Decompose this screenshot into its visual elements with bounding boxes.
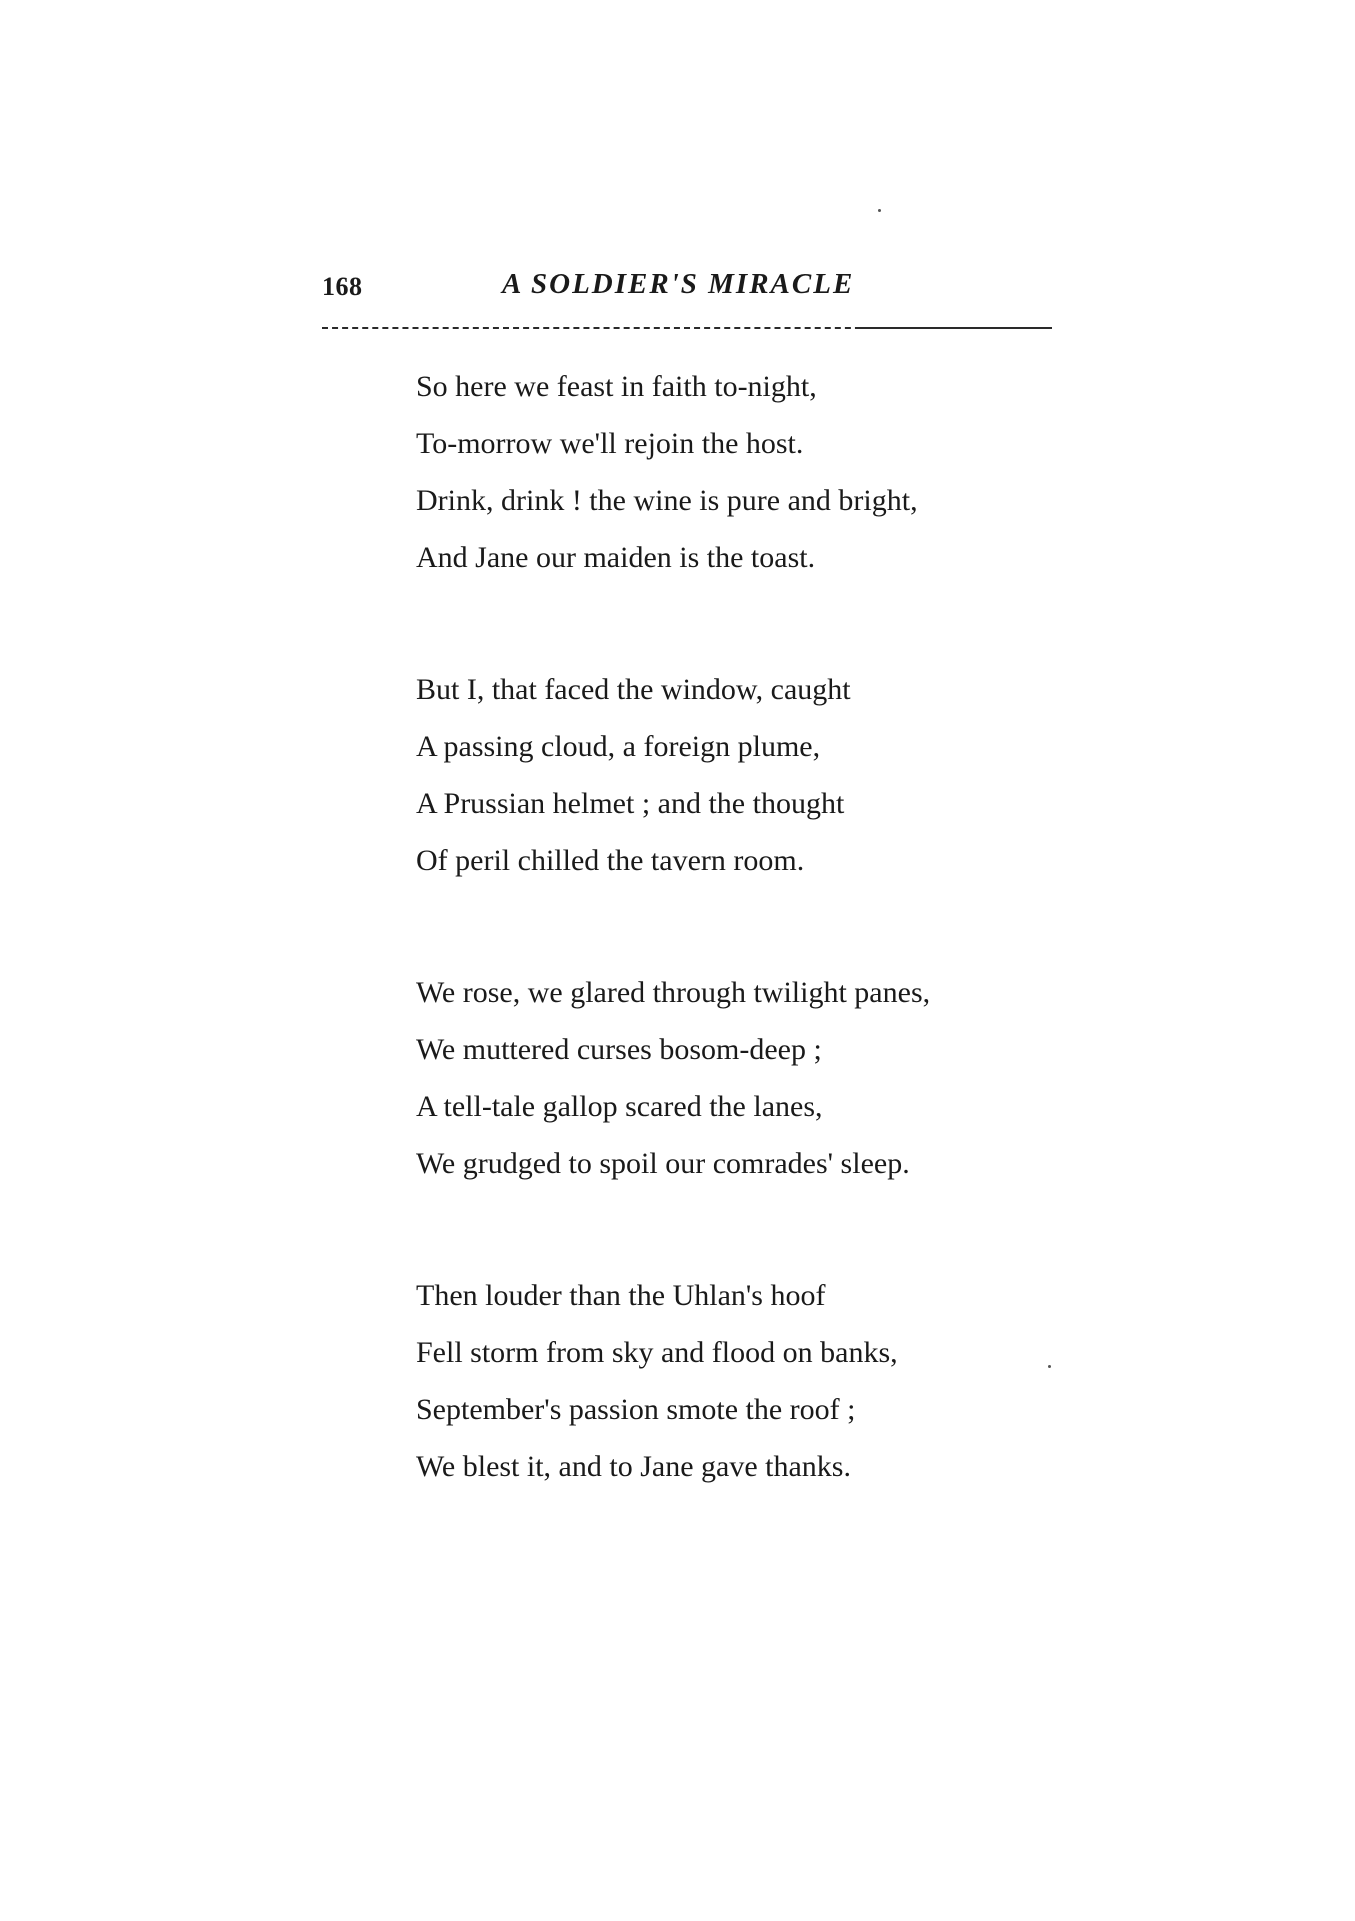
poem-line: A tell-tale gallop scared the lanes, xyxy=(416,1090,823,1123)
poem-line: We blest it, and to Jane gave thanks. xyxy=(416,1450,851,1483)
stanza-1 xyxy=(416,358,1056,586)
running-title: A SOLDIER'S MIRACLE xyxy=(502,268,855,300)
header-rule-solid xyxy=(858,327,1052,329)
poem-line: Fell storm from sky and flood on banks, xyxy=(416,1336,898,1369)
stanza-2 xyxy=(416,661,1056,889)
poem-line: We rose, we glared through twilight panes, xyxy=(416,976,931,1009)
poem-line: To-morrow we'll rejoin the host. xyxy=(416,427,804,460)
page-number: 168 xyxy=(322,272,363,301)
poem xyxy=(416,358,1056,1570)
poem-line: We muttered curses bosom-deep ; xyxy=(416,1033,822,1066)
poem-line: September's passion smote the roof ; xyxy=(416,1393,856,1426)
stanza-4 xyxy=(416,1267,1056,1495)
poem-line: We grudged to spoil our comrades' sleep. xyxy=(416,1147,910,1180)
running-head xyxy=(322,262,1052,302)
print-speck xyxy=(878,209,881,212)
poem-line: A passing cloud, a foreign plume, xyxy=(416,730,821,763)
poem-line: Drink, drink ! the wine is pure and bright, xyxy=(416,484,918,517)
stanza-3 xyxy=(416,964,1056,1192)
poem-line: Of peril chilled the tavern room. xyxy=(416,844,805,877)
poem-line: And Jane our maiden is the toast. xyxy=(416,541,816,574)
poem-line: But I, that faced the window, caught xyxy=(416,673,851,706)
poem-line: Then louder than the Uhlan's hoof xyxy=(416,1279,826,1312)
poem-line: A Prussian helmet ; and the thought xyxy=(416,787,845,820)
poem-line: So here we feast in faith to-night, xyxy=(416,370,817,403)
